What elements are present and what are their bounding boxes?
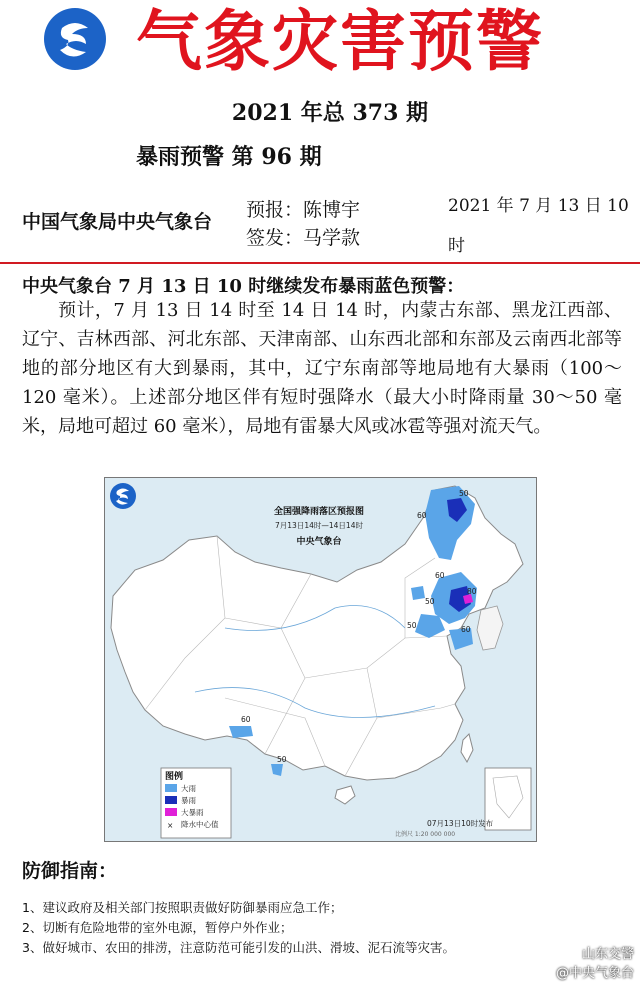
issuer-row bbox=[246, 224, 360, 252]
map-title: 全国强降雨落区预报图 bbox=[273, 507, 365, 517]
defense-item: 1、建议政府及相关部门按照职责做好防御暴雨应急工作； bbox=[22, 900, 343, 915]
legend-swatch-heavy-rain bbox=[165, 784, 177, 792]
rain-value: 60 bbox=[461, 625, 471, 634]
legend-label-heavy-rainstorm: 大暴雨 bbox=[181, 808, 204, 817]
defense-item: 3、做好城市、农田的排涝，注意防范可能引发的山洪、滑坡、泥石流等灾害。 bbox=[22, 940, 455, 955]
bulletin-headline: 中央气象台 7 月 13 日 10 时继续发布暴雨蓝色预警： bbox=[22, 276, 465, 297]
map-period: 7月13日14时—14日14时 bbox=[275, 521, 363, 530]
warning-number: 暴雨预警 第 96 期 bbox=[136, 144, 322, 170]
legend-label-heavy-rain: 大雨 bbox=[181, 784, 196, 793]
taiwan-island bbox=[461, 734, 473, 762]
legend-swatch-rainstorm bbox=[165, 796, 177, 804]
rain-value: 50 bbox=[407, 621, 417, 630]
rain-heavy-yunnan bbox=[229, 726, 253, 738]
korea-peninsula bbox=[477, 606, 503, 650]
defense-title: 防御指南： bbox=[22, 860, 118, 882]
rainfall-map bbox=[104, 477, 537, 842]
banner-title: 气象灾害预警 bbox=[136, 3, 544, 80]
issue-number: 2021 年总 373 期 bbox=[231, 100, 429, 126]
rain-value: 80 bbox=[467, 587, 477, 596]
map-scale-note: 比例尺 1:20 000 000 bbox=[395, 831, 456, 838]
map-logo bbox=[110, 483, 136, 509]
map-publish-note: 07月13日10时发布 bbox=[427, 819, 494, 828]
bulletin-paragraph: 预计，7 月 13 日 14 时至 14 日 14 时，内蒙古东部、黑龙江西部、辽宁、吉林西部、河北东部、天津南部、山东西北部和东部及云南西北部等地的部分地区有大到暴雨，其中，辽宁东南部等地局地有大暴雨（100～120 毫米）。上述部分地区伴有短时强降水（最大小时降雨量 30～50 毫米，局地可超过 60 毫米），局地有雷暴大风或冰雹等强对流天气。 bbox=[22, 300, 622, 437]
legend-cross-icon: × bbox=[167, 821, 174, 830]
issuer-name: 马学款 bbox=[303, 227, 361, 249]
rain-value: 50 bbox=[277, 755, 287, 764]
map-agency: 中央气象台 bbox=[296, 537, 342, 547]
watermark-line2: @中央气象台 bbox=[555, 966, 634, 981]
defense-item: 2、切断有危险地带的室外电源，暂停户外作业； bbox=[22, 920, 293, 935]
rain-heavy-innermongolia bbox=[411, 586, 425, 600]
forecaster-name: 陈博宇 bbox=[303, 199, 361, 221]
red-divider bbox=[0, 262, 640, 264]
cma-logo bbox=[42, 6, 108, 72]
issue-datetime: 2021 年 7 月 13 日 10 时 bbox=[448, 196, 629, 256]
watermark-line1: 山东交警 bbox=[581, 947, 634, 962]
staff-block bbox=[246, 196, 360, 252]
legend-label-rainstorm: 暴雨 bbox=[181, 796, 196, 805]
rain-value: 60 bbox=[417, 511, 427, 520]
issuer-label: 签发： bbox=[246, 227, 304, 249]
map-legend bbox=[161, 768, 231, 838]
rain-value: 50 bbox=[459, 489, 469, 498]
legend-title: 图例 bbox=[165, 772, 184, 782]
legend-label-center-value: 降水中心值 bbox=[181, 820, 219, 829]
organization: 中国气象局中央气象台 bbox=[22, 211, 213, 233]
rain-heavy-yunnan-2 bbox=[271, 764, 283, 776]
rain-value: 60 bbox=[241, 715, 251, 724]
forecaster-row bbox=[246, 196, 360, 224]
watermark bbox=[556, 943, 634, 981]
hainan-island bbox=[335, 786, 355, 804]
rainfall-map-svg bbox=[105, 478, 536, 841]
forecaster-label: 预报： bbox=[246, 199, 304, 221]
rain-value: 60 bbox=[435, 571, 445, 580]
legend-swatch-heavy-rainstorm bbox=[165, 808, 177, 816]
cma-logo-icon bbox=[42, 6, 108, 72]
rain-value: 50 bbox=[425, 597, 435, 606]
